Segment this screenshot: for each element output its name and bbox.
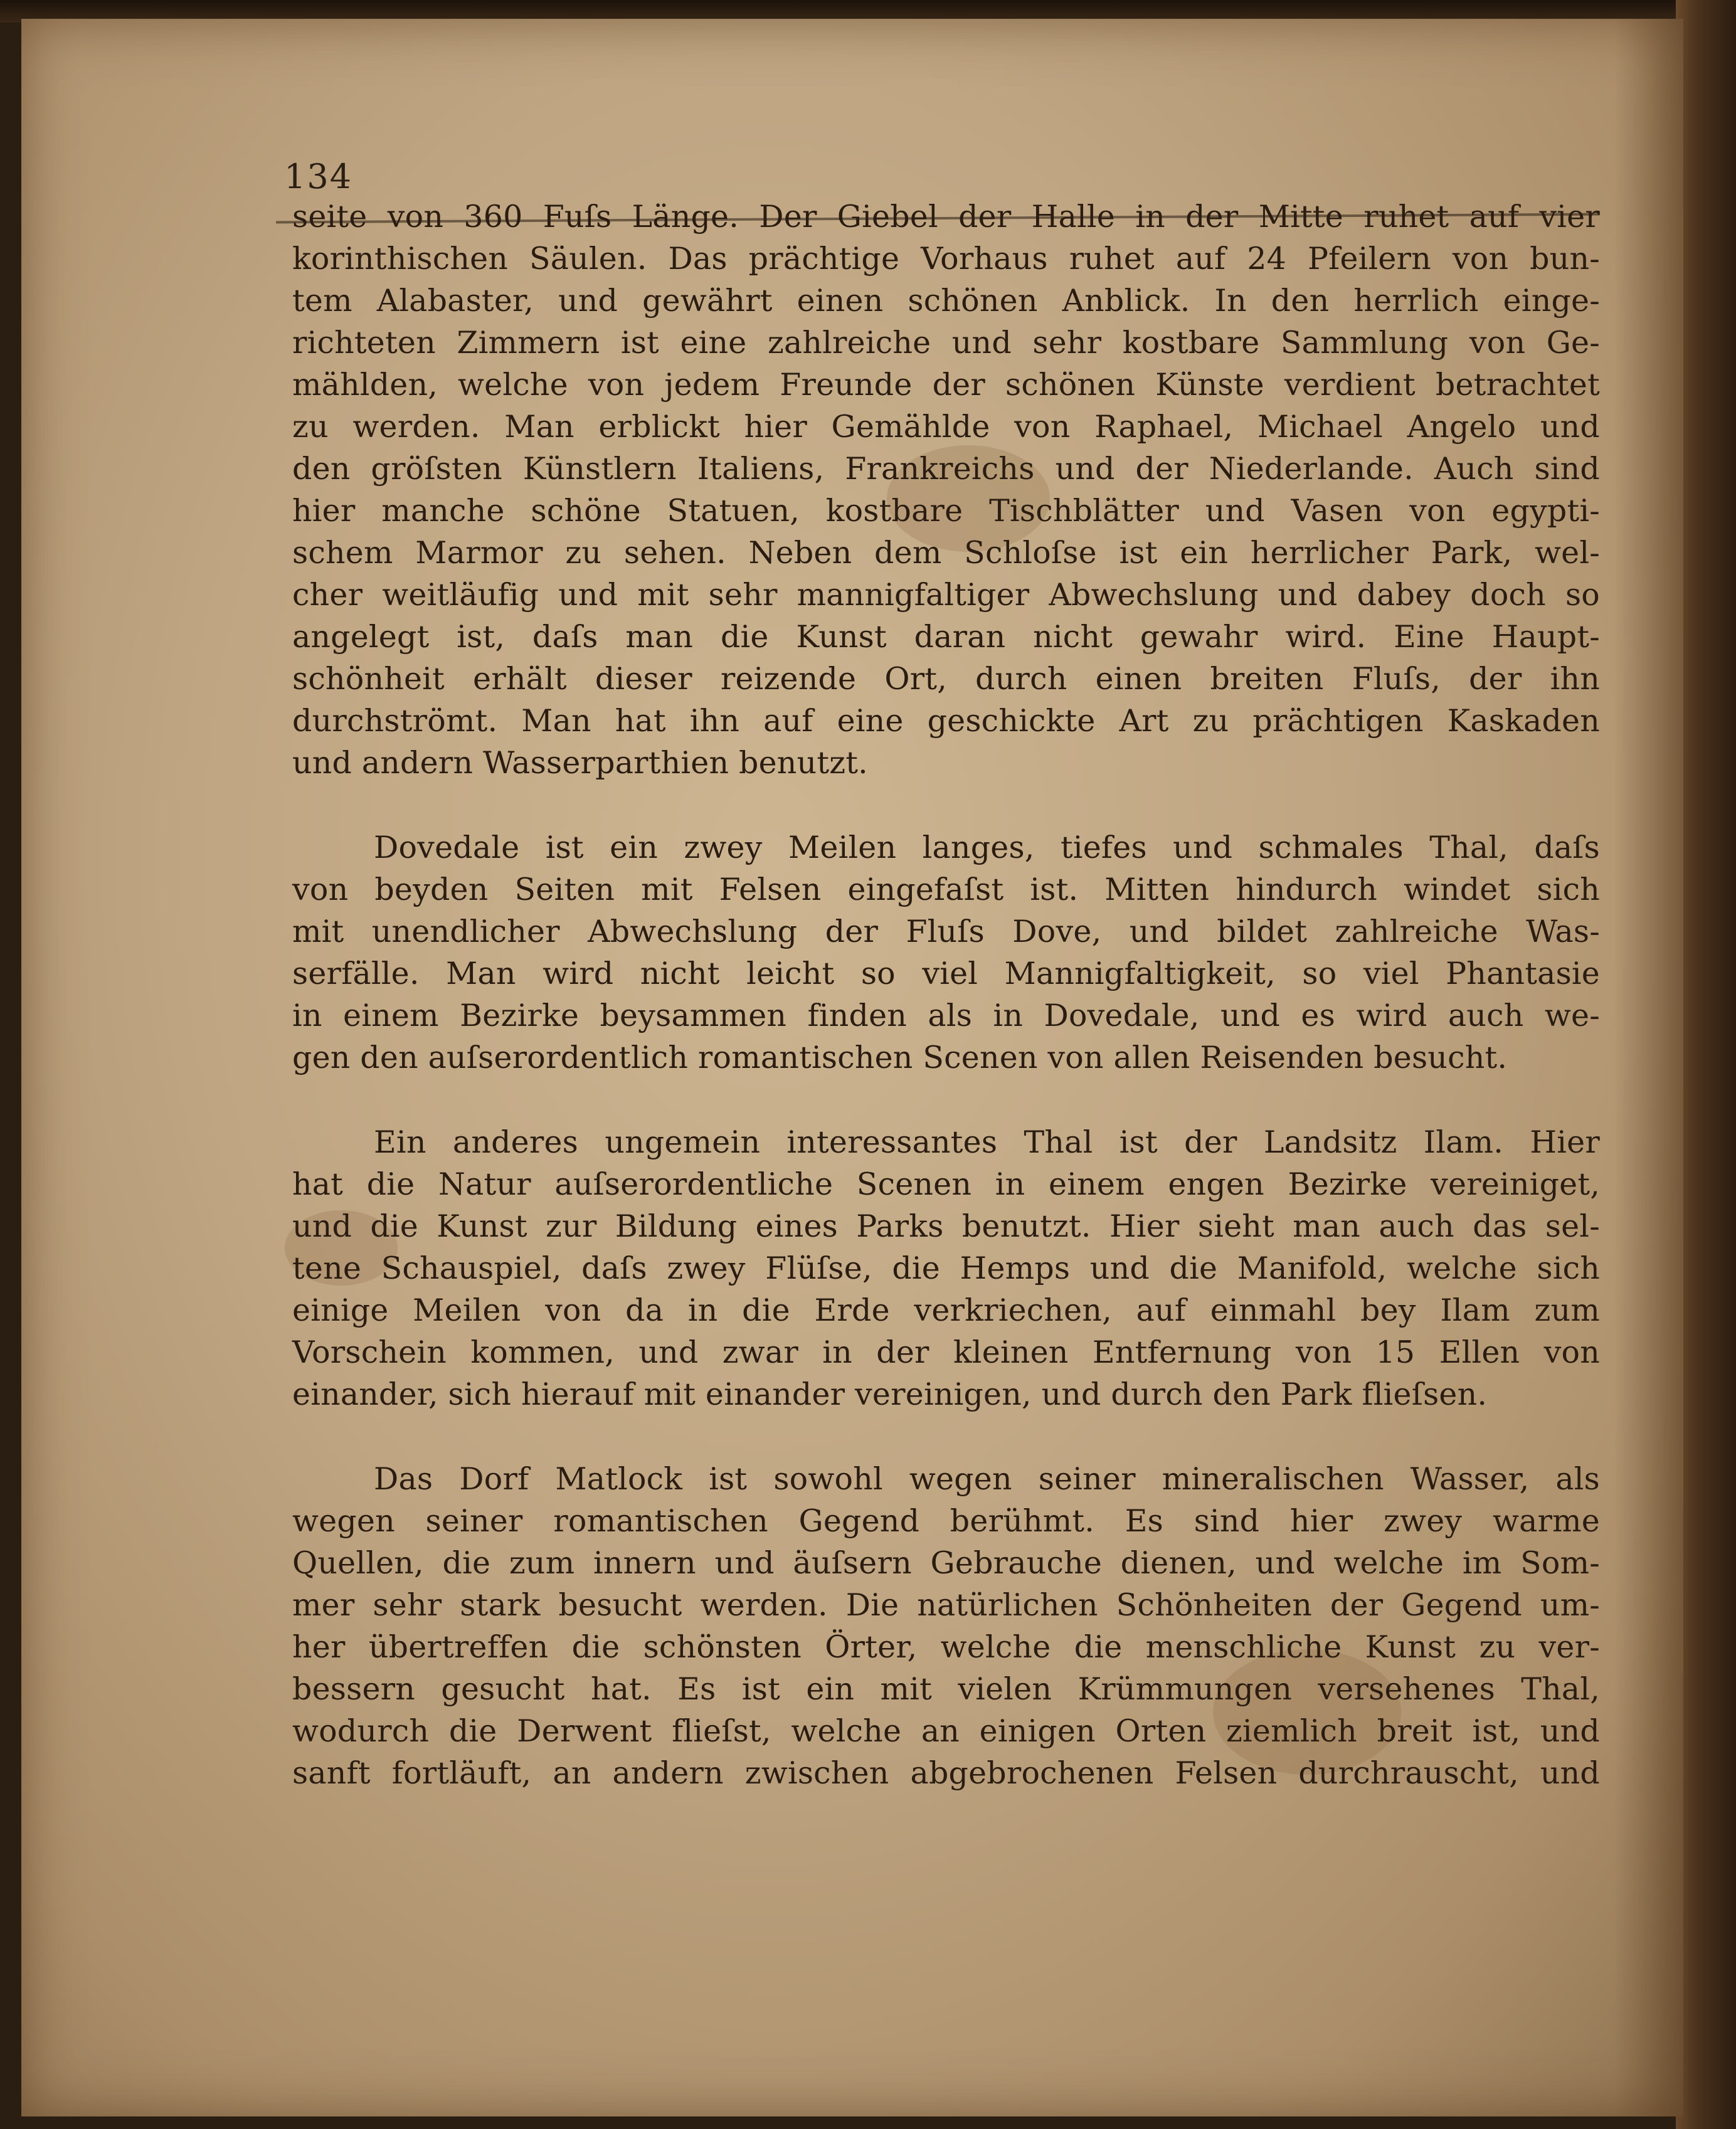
text-line: richteten Zimmern ist eine zahlreiche und sehr kostbare Sammlung von Ge- bbox=[292, 325, 1600, 361]
text-line: einige Meilen von da in die Erde verkriechen, auf einmahl bey Ilam zum bbox=[292, 1292, 1600, 1328]
text-line: angelegt ist, daſs man die Kunst daran nicht gewahr wird. Eine Haupt- bbox=[292, 619, 1600, 655]
text-line: von beyden Seiten mit Felsen eingefaſst ist. Mitten hindurch windet sich bbox=[292, 872, 1600, 907]
text-line: mit unendlicher Abwechslung der Fluſs Dove, und bildet zahlreiche Was- bbox=[292, 914, 1600, 949]
page-gutter-shadow bbox=[1614, 19, 1683, 2116]
text-line: gen den auſserordentlich romantischen Scenen von allen Reisenden besucht. bbox=[292, 1040, 1508, 1075]
text-line: mer sehr stark besucht werden. Die natürlichen Schönheiten der Gegend um- bbox=[292, 1587, 1600, 1623]
page-number: 134 bbox=[284, 157, 353, 196]
paragraph-gap bbox=[292, 784, 1600, 827]
text-line: tem Alabaster, und gewährt einen schönen Anblick. In den herrlich einge- bbox=[292, 283, 1600, 319]
text-line: wegen seiner romantischen Gegend berühmt. Es sind hier zwey warme bbox=[292, 1503, 1600, 1539]
text-line: hier manche schöne Statuen, kostbare Tischblätter und Vasen von egypti- bbox=[292, 493, 1600, 529]
text-line: schem Marmor zu sehen. Neben dem Schloſse ist ein herrlicher Park, wel- bbox=[292, 535, 1600, 571]
text-line: Quellen, die zum innern und äuſsern Gebrauche dienen, und welche im Som- bbox=[292, 1545, 1600, 1581]
text-line: Das Dorf Matlock ist sowohl wegen seiner mineralischen Wasser, als bbox=[374, 1461, 1600, 1497]
text-line: Ein anderes ungemein interessantes Thal ist der Landsitz Ilam. Hier bbox=[374, 1124, 1600, 1160]
text-line: und die Kunst zur Bildung eines Parks benutzt. Hier sieht man auch das sel- bbox=[292, 1208, 1600, 1244]
paragraph-gap bbox=[292, 1079, 1600, 1121]
text-line: her übertreffen die schönsten Örter, welche die menschliche Kunst zu ver- bbox=[292, 1629, 1600, 1665]
text-line: durchströmt. Man hat ihn auf eine geschickte Art zu prächtigen Kaskaden bbox=[292, 703, 1600, 739]
text-line: mählden, welche von jedem Freunde der schönen Künste verdient betrachtet bbox=[292, 367, 1600, 403]
text-line: den gröſsten Künstlern Italiens, Frankreichs und der Niederlande. Auch sind bbox=[292, 451, 1600, 487]
text-line: wodurch die Derwent flieſst, welche an einigen Orten ziemlich breit ist, und bbox=[292, 1713, 1600, 1749]
book-binding-edge bbox=[1676, 0, 1736, 2129]
text-line: cher weitläufig und mit sehr mannigfaltiger Abwechslung und dabey doch so bbox=[292, 577, 1600, 613]
text-line: bessern gesucht hat. Es ist ein mit vielen Krümmungen versehenes Thal, bbox=[292, 1671, 1600, 1707]
paragraph bbox=[292, 1121, 1600, 1415]
paragraph bbox=[292, 827, 1600, 1079]
text-line: Dovedale ist ein zwey Meilen langes, tiefes und schmales Thal, daſs bbox=[374, 830, 1600, 865]
text-line: zu werden. Man erblickt hier Gemählde von Raphael, Michael Angelo und bbox=[292, 409, 1600, 445]
text-line: in einem Bezirke beysammen finden als in Dovedale, und es wird auch we- bbox=[292, 998, 1600, 1033]
body-text bbox=[292, 196, 1600, 1794]
text-line: korinthischen Säulen. Das prächtige Vorhaus ruhet auf 24 Pfeilern von bun- bbox=[292, 241, 1600, 277]
paragraph bbox=[292, 196, 1600, 784]
text-line: schönheit erhält dieser reizende Ort, durch einen breiten Fluſs, der ihn bbox=[292, 661, 1600, 697]
text-line: seite von 360 Fuſs Länge. Der Giebel der Halle in der Mitte ruhet auf vier bbox=[292, 199, 1600, 235]
text-line: serfälle. Man wird nicht leicht so viel Mannigfaltigkeit, so viel Phantasie bbox=[292, 956, 1600, 991]
text-line: tene Schauspiel, daſs zwey Flüſse, die Hemps und die Manifold, welche sich bbox=[292, 1250, 1600, 1286]
paragraph bbox=[292, 1458, 1600, 1794]
text-line: sanft fortläuft, an andern zwischen abgebrochenen Felsen durchrauscht, und bbox=[292, 1755, 1600, 1791]
paragraph-gap bbox=[292, 1415, 1600, 1458]
text-line: hat die Natur auſserordentliche Scenen in einem engen Bezirke vereiniget, bbox=[292, 1166, 1600, 1202]
text-line: und andern Wasserparthien benutzt. bbox=[292, 745, 868, 781]
text-line: Vorschein kommen, und zwar in der kleinen Entfernung von 15 Ellen von bbox=[292, 1334, 1600, 1370]
text-line: einander, sich hierauf mit einander vereinigen, und durch den Park flieſsen. bbox=[292, 1376, 1488, 1412]
